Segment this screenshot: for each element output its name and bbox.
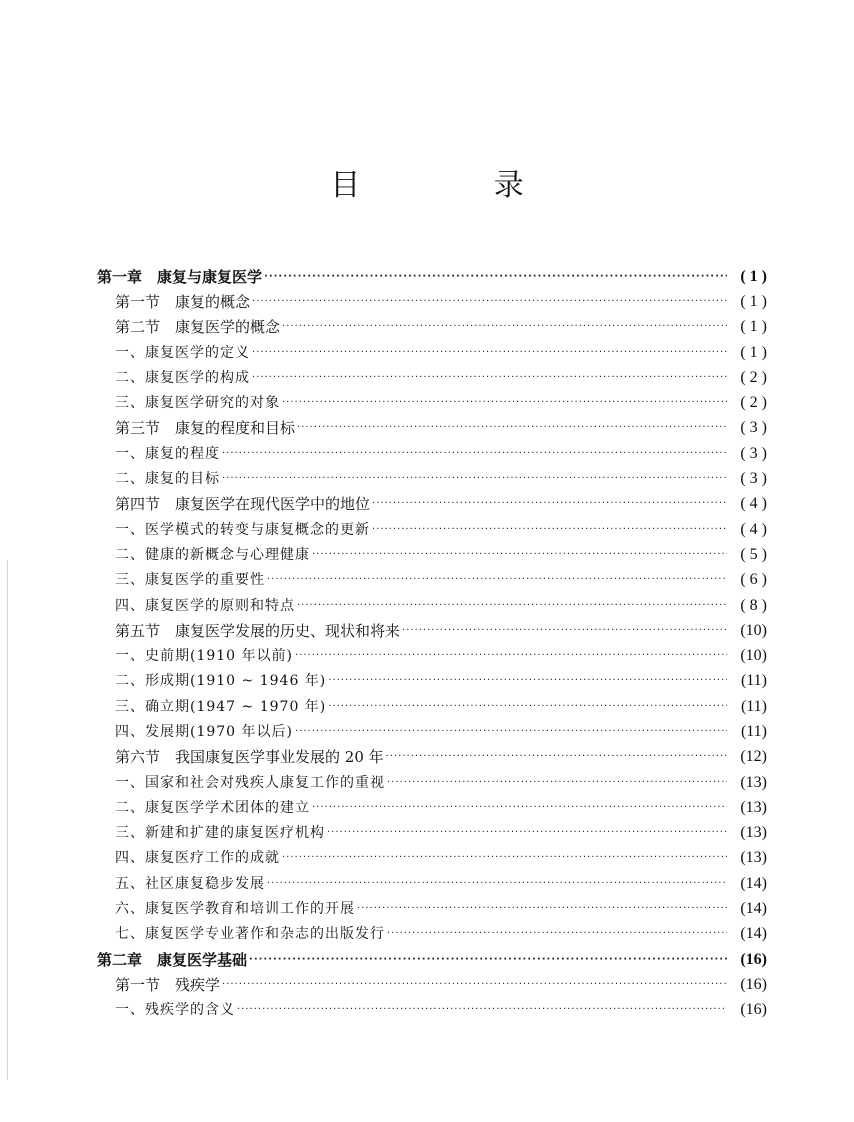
- toc-leader-dots: [252, 368, 727, 388]
- toc-entry-item[interactable]: [97, 871, 767, 896]
- toc-entry-label: 二、康复医学的构成: [115, 369, 250, 386]
- toc-entry-label: 一、国家和社会对残疾人康复工作的重视: [115, 774, 385, 791]
- toc-entry-page-number: ( 4 ): [740, 520, 767, 538]
- toc-entry-label: 第二章 康复医学基础: [97, 950, 248, 969]
- toc-leader-dots: [312, 545, 727, 565]
- toc-entry-page-number: ( 5 ): [740, 545, 767, 563]
- toc-leader-dots: [267, 570, 727, 590]
- toc-entry-item[interactable]: [97, 795, 767, 820]
- toc-entry-item[interactable]: [97, 669, 767, 694]
- toc-leader-dots: [222, 444, 727, 464]
- toc-entry-label: 四、康复医学的原则和特点: [115, 597, 295, 614]
- toc-entry-page-number: ( 6 ): [740, 571, 767, 589]
- toc-entry-page-number: (11): [740, 672, 767, 690]
- toc-entry-page-number: ( 1 ): [740, 318, 767, 336]
- toc-leader-dots: [252, 343, 727, 363]
- toc-entry-item[interactable]: [97, 846, 767, 871]
- toc-entry-label: 一、史前期(1910 年以前): [115, 648, 294, 665]
- toc-entry-item[interactable]: [97, 593, 767, 618]
- page-title: 目 录: [330, 168, 586, 203]
- toc-entry-label: 六、康复医学教育和培训工作的开展: [115, 901, 355, 918]
- toc-entry-label: 第一节 康复的概念: [115, 292, 251, 311]
- toc-entry-section[interactable]: [97, 416, 767, 441]
- toc-entry-page-number: (10): [740, 647, 767, 665]
- toc-entry-label: 第一节 残疾学: [115, 975, 221, 994]
- toc-entry-section[interactable]: [97, 289, 767, 314]
- toc-leader-dots: [328, 671, 727, 691]
- toc-entry-label: 五、社区康复稳步发展: [115, 875, 265, 892]
- toc-entry-label: 第六节 我国康复医学事业发展的 20 年: [115, 748, 384, 767]
- toc-entry-item[interactable]: [97, 517, 767, 542]
- table-of-contents: [97, 264, 767, 1023]
- toc-leader-dots: [295, 646, 727, 666]
- toc-leader-dots: [372, 520, 727, 540]
- toc-entry-label: 三、确立期(1947 ~ 1970 年): [115, 698, 327, 715]
- toc-entry-item[interactable]: [97, 770, 767, 795]
- toc-entry-page-number: ( 1 ): [740, 343, 767, 361]
- toc-entry-page-number: ( 2 ): [740, 394, 767, 412]
- toc-entry-label: 四、发展期(1970 年以后): [115, 723, 294, 740]
- toc-leader-dots: [297, 596, 727, 616]
- toc-entry-item[interactable]: [97, 998, 767, 1023]
- toc-leader-dots: [295, 722, 727, 742]
- toc-entry-item[interactable]: [97, 821, 767, 846]
- toc-entry-item[interactable]: [97, 340, 767, 365]
- toc-entry-label: 二、康复的目标: [115, 471, 220, 488]
- scan-edge-line: [7, 560, 8, 1080]
- toc-entry-page-number: ( 8 ): [740, 596, 767, 614]
- toc-entry-label: 一、残疾学的含义: [115, 1002, 235, 1019]
- toc-leader-dots: [372, 494, 727, 514]
- toc-entry-item[interactable]: [97, 922, 767, 947]
- toc-entry-page-number: (13): [740, 849, 767, 867]
- toc-entry-page-number: ( 1 ): [740, 267, 767, 285]
- toc-entry-label: 二、康复医学学术团体的建立: [115, 799, 310, 816]
- toc-entry-page-number: (12): [740, 748, 767, 766]
- toc-entry-page-number: ( 3 ): [740, 444, 767, 462]
- toc-entry-chapter[interactable]: [97, 264, 767, 289]
- toc-leader-dots: [327, 823, 727, 843]
- toc-leader-dots: [222, 975, 727, 995]
- toc-entry-label: 四、康复医疗工作的成就: [115, 850, 280, 867]
- toc-entry-page-number: ( 1 ): [740, 292, 767, 310]
- toc-entry-page-number: (16): [740, 950, 767, 968]
- toc-entry-page-number: (14): [740, 874, 767, 892]
- toc-entry-item[interactable]: [97, 719, 767, 744]
- toc-entry-item[interactable]: [97, 466, 767, 491]
- toc-entry-page-number: ( 2 ): [740, 368, 767, 386]
- toc-leader-dots: [402, 621, 727, 641]
- toc-leader-dots: [387, 773, 727, 793]
- toc-entry-label: 一、康复医学的定义: [115, 344, 250, 361]
- toc-entry-label: 三、新建和扩建的康复医疗机构: [115, 825, 325, 842]
- toc-entry-item[interactable]: [97, 542, 767, 567]
- toc-entry-section[interactable]: [97, 618, 767, 643]
- toc-entry-item[interactable]: [97, 643, 767, 668]
- toc-entry-label: 第一章 康复与康复医学: [97, 267, 263, 286]
- toc-entry-page-number: (14): [740, 925, 767, 943]
- toc-leader-dots: [237, 1000, 727, 1020]
- toc-entry-page-number: (16): [740, 975, 767, 993]
- toc-entry-label: 一、康复的程度: [115, 445, 220, 462]
- toc-entry-label: 二、形成期(1910 ~ 1946 年): [115, 673, 327, 690]
- toc-entry-page-number: (11): [740, 722, 767, 740]
- toc-leader-dots: [282, 393, 727, 413]
- toc-entry-label: 第五节 康复医学发展的历史、现状和将来: [115, 621, 401, 640]
- toc-leader-dots: [282, 848, 727, 868]
- toc-leader-dots: [387, 924, 727, 944]
- toc-entry-label: 七、康复医学专业著作和杂志的出版发行: [115, 926, 385, 943]
- toc-leader-dots: [222, 469, 727, 489]
- toc-entry-item[interactable]: [97, 441, 767, 466]
- toc-leader-dots: [264, 267, 727, 287]
- toc-entry-item[interactable]: [97, 390, 767, 415]
- toc-leader-dots: [312, 798, 727, 818]
- toc-entry-page-number: (16): [740, 1001, 767, 1019]
- toc-leader-dots: [297, 418, 727, 438]
- toc-entry-section[interactable]: [97, 972, 767, 997]
- toc-leader-dots: [249, 950, 727, 970]
- toc-entry-item[interactable]: [97, 896, 767, 921]
- toc-entry-label: 第二节 康复医学的概念: [115, 318, 281, 337]
- toc-entry-section[interactable]: [97, 492, 767, 517]
- toc-entry-section[interactable]: [97, 315, 767, 340]
- toc-entry-page-number: (14): [740, 900, 767, 918]
- toc-entry-page-number: (13): [740, 798, 767, 816]
- toc-leader-dots: [357, 899, 727, 919]
- toc-leader-dots: [386, 747, 727, 767]
- toc-leader-dots: [282, 317, 727, 337]
- toc-entry-item[interactable]: [97, 568, 767, 593]
- toc-entry-chapter[interactable]: [97, 947, 767, 972]
- toc-entry-label: 三、康复医学研究的对象: [115, 395, 280, 412]
- toc-entry-page-number: (13): [740, 773, 767, 791]
- toc-entry-label: 第四节 康复医学在现代医学中的地位: [115, 495, 371, 514]
- toc-entry-item[interactable]: [97, 365, 767, 390]
- toc-leader-dots: [328, 697, 727, 717]
- toc-entry-label: 三、康复医学的重要性: [115, 572, 265, 589]
- toc-leader-dots: [267, 874, 727, 894]
- toc-entry-page-number: ( 3 ): [740, 419, 767, 437]
- toc-entry-section[interactable]: [97, 745, 767, 770]
- toc-entry-page-number: (13): [740, 824, 767, 842]
- toc-leader-dots: [252, 292, 727, 312]
- toc-entry-page-number: (10): [740, 621, 767, 639]
- toc-entry-label: 二、健康的新概念与心理健康: [115, 546, 310, 563]
- toc-entry-page-number: (11): [740, 697, 767, 715]
- toc-entry-label: 一、医学模式的转变与康复概念的更新: [115, 521, 370, 538]
- toc-entry-page-number: ( 4 ): [740, 495, 767, 513]
- toc-entry-page-number: ( 3 ): [740, 470, 767, 488]
- toc-entry-item[interactable]: [97, 694, 767, 719]
- toc-entry-label: 第三节 康复的程度和目标: [115, 419, 296, 438]
